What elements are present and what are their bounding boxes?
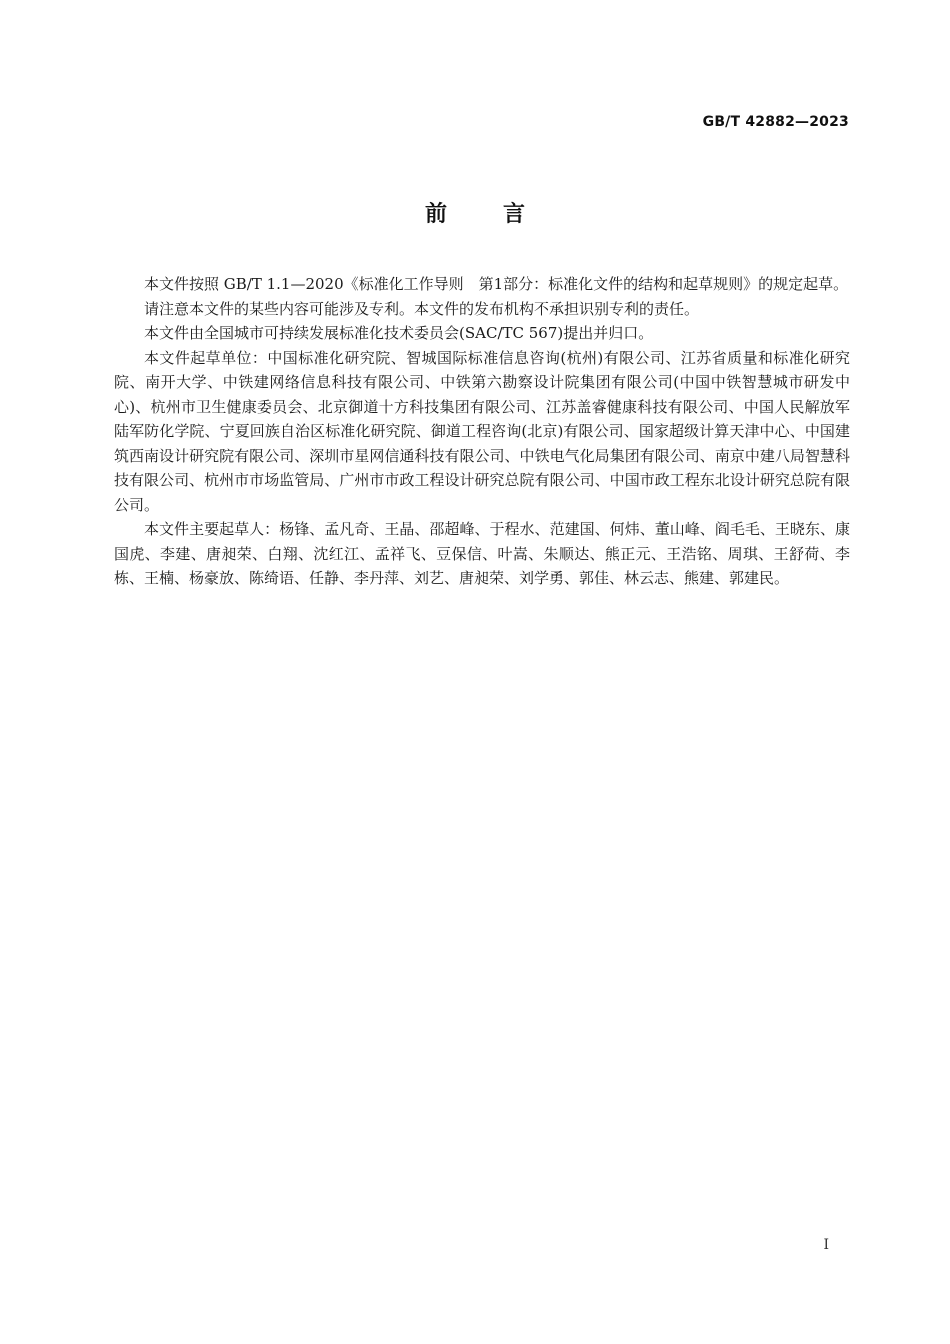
standard-number: GB/T 42882—2023 [702, 114, 849, 130]
foreword-body [114, 272, 850, 591]
paragraph-drafting-units: 本文件起草单位：中国标准化研究院、智城国际标准信息咨询(杭州)有限公司、江苏省质量和标准化研究院、南开大学、中铁建网络信息科技有限公司、中铁第六勘察设计院集团有限公司(中国中铁智慧城市研发中心)、杭州市卫生健康委员会、北京御道十方科技集团有限公司、江苏盖睿健康科技有限公司、中国人民解放军陆军防化学院、宁夏回族自治区标准化研究院、御道工程咨询(北京)有限公司、国家超级计算天津中心、中国建筑西南设计研究院有限公司、深圳市星网信通科技有限公司、中铁电气化局集团有限公司、南京中建八局智慧科技有限公司、杭州市市场监管局、广州市市政工程设计研究总院有限公司、中国市政工程东北设计研究总院有限公司。 [114, 348, 850, 514]
paragraph-drafting-rules: 本文件按照 GB/T 1.1—2020《标准化工作导则 第1部分：标准化文件的结构和起草规则》的规定起草。 [144, 275, 849, 293]
paragraph-proposer: 本文件由全国城市可持续发展标准化技术委员会(SAC/TC 567)提出并归口。 [144, 324, 654, 342]
paragraph-patent-notice: 请注意本文件的某些内容可能涉及专利。本文件的发布机构不承担识别专利的责任。 [144, 299, 700, 318]
paragraph-drafters: 本文件主要起草人：杨锋、孟凡奇、王晶、邵超峰、于程水、范建国、何炜、董山峰、阎毛毛、王晓东、康国虎、李建、唐昶荣、白翔、沈红江、孟祥飞、豆保信、叶嵩、朱顺达、熊正元、王浩铭、周琪、王舒荷、李栋、王楠、杨豪放、陈绮语、任静、李丹萍、刘艺、唐昶荣、刘学勇、郭佳、林云志、熊建、郭建民。 [114, 520, 850, 587]
page-title: 前言 [424, 202, 581, 227]
page-number: I [823, 1237, 829, 1253]
